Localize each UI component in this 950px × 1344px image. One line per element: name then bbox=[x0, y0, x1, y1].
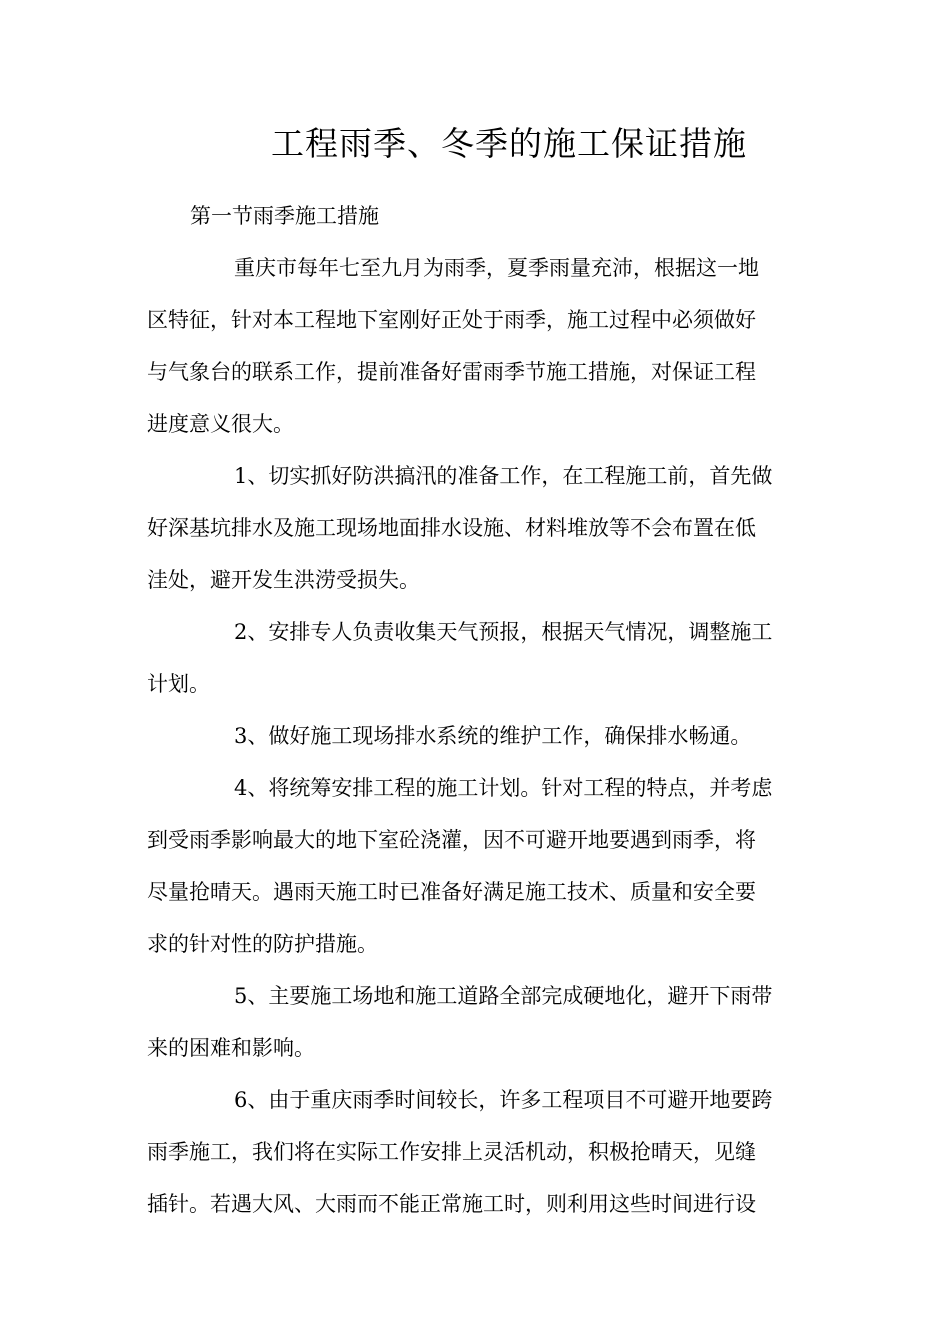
paragraph-line: 雨季施工，我们将在实际工作安排上灵活机动，积极抢晴天，见缝 bbox=[147, 1140, 756, 1164]
paragraph-line: 计划。 bbox=[147, 672, 210, 696]
paragraph-line: 尽量抢晴天。遇雨天施工时已准备好满足施工技术、质量和安全要 bbox=[147, 880, 756, 904]
paragraph-line: 1、切实抓好防洪搞汛的准备工作，在工程施工前，首先做 bbox=[234, 464, 773, 488]
paragraph-line: 重庆市每年七至九月为雨季，夏季雨量充沛，根据这一地 bbox=[234, 256, 759, 280]
paragraph-line: 求的针对性的防护措施。 bbox=[147, 932, 378, 956]
paragraph-line: 5、主要施工场地和施工道路全部完成硬地化，避开下雨带 bbox=[234, 984, 773, 1008]
paragraph-line: 好深基坑排水及施工现场地面排水设施、材料堆放等不会布置在低 bbox=[147, 516, 756, 540]
paragraph-line: 到受雨季影响最大的地下室砼浇灌，因不可避开地要遇到雨季，将 bbox=[147, 828, 756, 852]
paragraph-line: 6、由于重庆雨季时间较长，许多工程项目不可避开地要跨 bbox=[234, 1088, 773, 1112]
paragraph-line: 2、安排专人负责收集天气预报，根据天气情况，调整施工 bbox=[234, 620, 773, 644]
paragraph-line: 洼处，避开发生洪涝受损失。 bbox=[147, 568, 420, 592]
paragraph-line: 3、做好施工现场排水系统的维护工作，确保排水畅通。 bbox=[234, 724, 752, 748]
paragraph-line: 4、将统筹安排工程的施工计划。针对工程的特点，并考虑 bbox=[234, 776, 773, 800]
paragraph-line: 区特征，针对本工程地下室刚好正处于雨季，施工过程中必须做好 bbox=[147, 308, 756, 332]
paragraph-line: 插针。若遇大风、大雨而不能正常施工时，则利用这些时间进行设 bbox=[147, 1192, 756, 1216]
document-title: 工程雨季、冬季的施工保证措施 bbox=[271, 124, 747, 163]
paragraph-line: 与气象台的联系工作，提前准备好雷雨季节施工措施，对保证工程 bbox=[147, 360, 756, 384]
paragraph-line: 进度意义很大。 bbox=[147, 412, 294, 436]
paragraph-line: 来的困难和影响。 bbox=[147, 1036, 315, 1060]
section-heading: 第一节雨季施工措施 bbox=[190, 204, 379, 228]
